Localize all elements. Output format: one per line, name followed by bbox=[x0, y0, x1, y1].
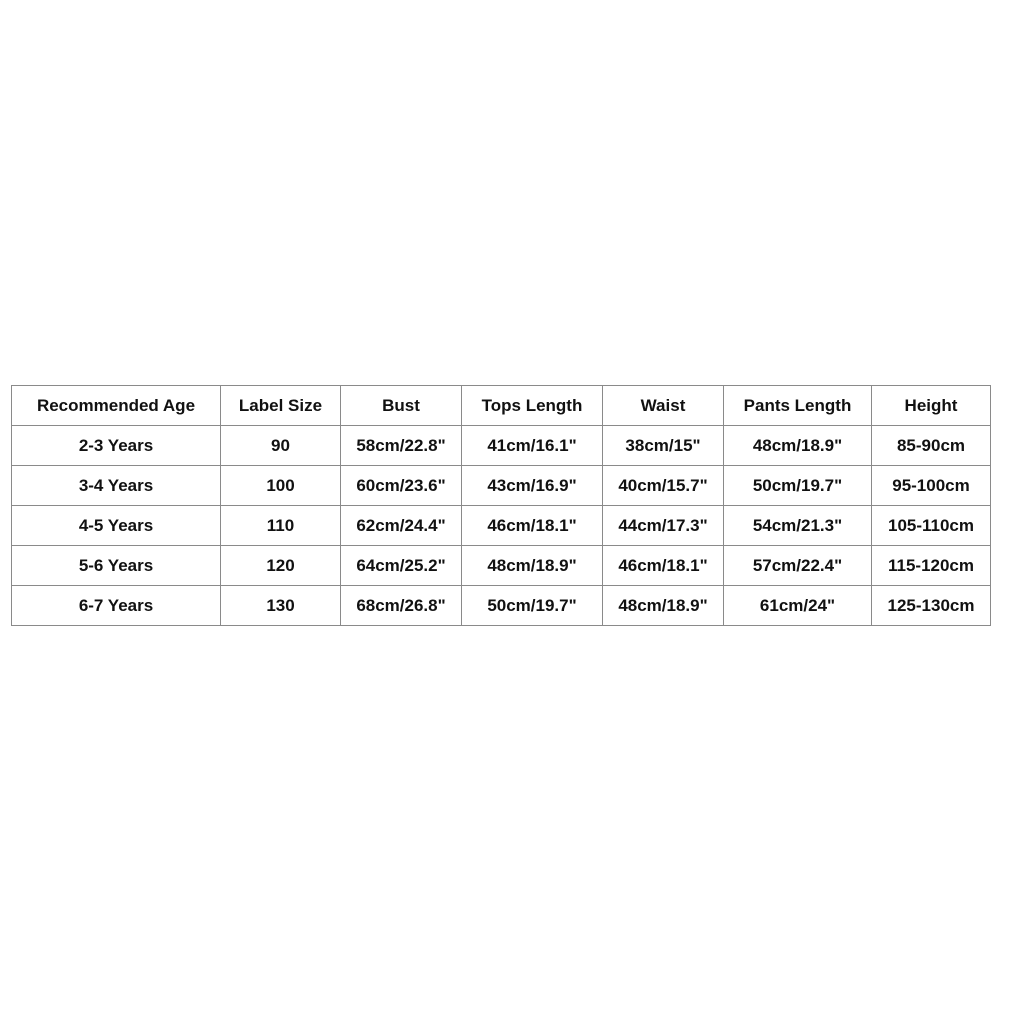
cell-height: 125-130cm bbox=[872, 586, 991, 626]
cell-label-size: 90 bbox=[221, 426, 341, 466]
cell-tops-length: 48cm/18.9" bbox=[462, 546, 603, 586]
size-chart-body bbox=[12, 426, 991, 626]
header-height: Height bbox=[872, 386, 991, 426]
cell-recommended-age: 3-4 Years bbox=[12, 466, 221, 506]
cell-waist: 38cm/15" bbox=[603, 426, 724, 466]
header-label-size: Label Size bbox=[221, 386, 341, 426]
cell-tops-length: 41cm/16.1" bbox=[462, 426, 603, 466]
cell-height: 105-110cm bbox=[872, 506, 991, 546]
cell-recommended-age: 2-3 Years bbox=[12, 426, 221, 466]
cell-pants-length: 50cm/19.7" bbox=[724, 466, 872, 506]
cell-tops-length: 50cm/19.7" bbox=[462, 586, 603, 626]
cell-recommended-age: 4-5 Years bbox=[12, 506, 221, 546]
cell-waist: 44cm/17.3" bbox=[603, 506, 724, 546]
cell-waist: 46cm/18.1" bbox=[603, 546, 724, 586]
cell-pants-length: 48cm/18.9" bbox=[724, 426, 872, 466]
cell-tops-length: 46cm/18.1" bbox=[462, 506, 603, 546]
cell-label-size: 100 bbox=[221, 466, 341, 506]
table-row bbox=[12, 546, 991, 586]
size-chart-header bbox=[12, 386, 991, 426]
cell-label-size: 110 bbox=[221, 506, 341, 546]
cell-pants-length: 54cm/21.3" bbox=[724, 506, 872, 546]
cell-bust: 62cm/24.4" bbox=[341, 506, 462, 546]
cell-label-size: 130 bbox=[221, 586, 341, 626]
cell-recommended-age: 5-6 Years bbox=[12, 546, 221, 586]
header-row bbox=[12, 386, 991, 426]
header-tops-length: Tops Length bbox=[462, 386, 603, 426]
cell-pants-length: 61cm/24" bbox=[724, 586, 872, 626]
cell-height: 85-90cm bbox=[872, 426, 991, 466]
cell-bust: 58cm/22.8" bbox=[341, 426, 462, 466]
cell-waist: 48cm/18.9" bbox=[603, 586, 724, 626]
cell-tops-length: 43cm/16.9" bbox=[462, 466, 603, 506]
table-row bbox=[12, 426, 991, 466]
header-recommended-age: Recommended Age bbox=[12, 386, 221, 426]
cell-bust: 64cm/25.2" bbox=[341, 546, 462, 586]
table-row bbox=[12, 506, 991, 546]
cell-bust: 60cm/23.6" bbox=[341, 466, 462, 506]
header-pants-length: Pants Length bbox=[724, 386, 872, 426]
cell-height: 95-100cm bbox=[872, 466, 991, 506]
cell-waist: 40cm/15.7" bbox=[603, 466, 724, 506]
cell-pants-length: 57cm/22.4" bbox=[724, 546, 872, 586]
cell-label-size: 120 bbox=[221, 546, 341, 586]
table-row bbox=[12, 466, 991, 506]
header-bust: Bust bbox=[341, 386, 462, 426]
cell-height: 115-120cm bbox=[872, 546, 991, 586]
header-waist: Waist bbox=[603, 386, 724, 426]
cell-bust: 68cm/26.8" bbox=[341, 586, 462, 626]
table-row bbox=[12, 586, 991, 626]
cell-recommended-age: 6-7 Years bbox=[12, 586, 221, 626]
size-chart-table bbox=[11, 385, 991, 626]
